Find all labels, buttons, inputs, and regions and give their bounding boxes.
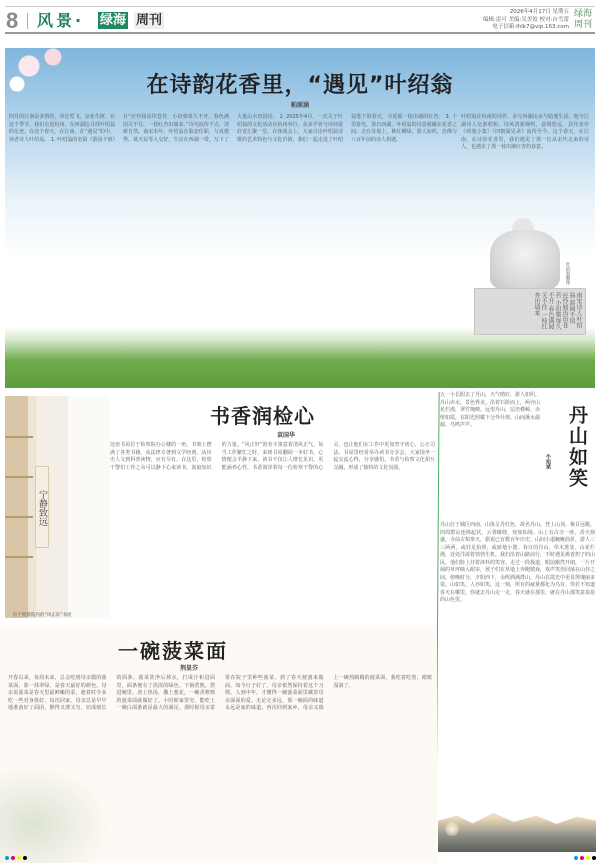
yellow-dot <box>586 856 590 860</box>
black-dot <box>592 856 596 860</box>
sun-glow <box>445 822 459 836</box>
statue-caption: 叶绍翁雕像 <box>565 262 570 285</box>
article-body: 四月的江南是多情的，草长莺飞，杂花生树。在这个季节，我们走进杭州，在西湖边寻找叶绍翁的足迹。在这个春天，在江南，在“遇见”的中，读者诗人叶绍翁。 1. 叶绍翁的名篇《游园不值》有“应怜屐齿印苍苔，小扣柴扉久不开。春色满园关不住，一枝红杏出墙来。”诗句流传千古，清新自然。南宋末年，叶绍翁在临安任职，与真德秀、葛天民等人交好，生活在西湖一带，写下了大量山水田园诗。 2. 2025年4月，一次关于叶绍翁的文化活动在杭州举行，众多学者与诗词爱好者汇聚一堂。在座谈会上，大家讨论叶绍翁诗歌的艺术特色与文化价值。我们一起走进了叶绍翁笔下的春天，寻觅那一枝出墙的红杏。 3. 十里春光，春日西湖，叶绍翁的诗意就藏在花香之间。走在苏堤上，桃红柳绿，游人如织，仿佛与八百年前的诗人相遇。 <box>9 114 457 143</box>
article-shuxiang <box>5 392 435 624</box>
cyan-dot <box>5 856 9 860</box>
cyan-dot <box>574 856 578 860</box>
article-body-intro: 五一小长假去了丹山，天气晴好，游人如织。丹山赤水，景色秀美。沿着石阶而上，两旁山花烂漫，翠竹掩映。远望丹山，层峦叠嶂，赤壁如霞，在阳光照耀下分外壮观。山间溪水潺潺，鸟鸣声声。 <box>440 392 541 428</box>
masthead-logo: 绿海周刊 <box>573 9 592 30</box>
article-body: 这座书屋位于检察院办公楼的一角，书架上摆满了各类书籍，从法律专著到文学经典，从历史人文到科普读物，应有尽有。在这里，检察干警们工作之余可以静下心来读书，汲取知识的力量。“风正轩”的名字寓意着清风正气。每当工作繁忙之时，来到书屋翻阅一本好书，心情便会平静下来。读书不仅让人增长见识，更能涵养心性。书香润泽着每一位检察干警的心灵，也让他们在工作中更加坚守初心，公正司法。书屋里经常举办读书分享会，大家围坐一起交流心得，分享感悟。书香与检察文化相互交融，形成了独特的文化氛围。 <box>110 442 435 471</box>
section-name: 风景· <box>37 11 85 30</box>
bookshelf <box>5 476 33 478</box>
article-danshan <box>440 390 595 862</box>
article-body: 开春以来，每周末来，总会吃到母亲做的菠菜面，那一抹翠绿，是春天最好的颜色。母亲说菠菜是春天里最鲜嫩的菜，趁着时令多吃一些对身体好。每次回家，母亲总是早早地准备好了面团，擀得又薄又匀，切成细长的面条。菠菜洗净后焯水，打成汁和进面里，面条便有了淡淡的绿色。下锅煮熟，捞进碗里，浇上热汤，撒上葱花，一碗香喷喷的菠菜面就做好了。小时候家里穷，能吃上一碗白面条就是最大的满足。那时候母亲常常在院子里种些菠菜，到了春天便割来做面。如今日子好了，母亲依然保持着这个习惯。人到中年，才懂得一碗菠菜面里藏着母亲深深的爱。无论走多远，那一碗面的味道永远是家的味道。再次回到家乡，母亲又端上一碗热腾腾的菠菜面，我吃着吃着，眼眶湿润了。 <box>8 675 432 711</box>
section-subtitle: 周刊 <box>136 13 163 28</box>
masthead-info <box>483 9 569 32</box>
article-title: 一碗菠菜面 <box>118 639 228 663</box>
article-author: 荆显芬 <box>180 665 199 672</box>
yellow-dot <box>17 856 21 860</box>
masthead-divider <box>27 13 28 29</box>
registration-marks-left <box>5 856 27 860</box>
article-author: 牛旭斌 <box>545 454 551 469</box>
calligraphy-scroll: 宁静致远 <box>35 466 49 548</box>
article-body: 丹山位于城区西南，山体呈丹红色，故名丹山。登上山顶，极目远眺，四周群山连绵起伏，云雾缭绕，宛如仙境。山上有古寺一座，香火鼎盛，寺前古柏参天，据说已有数百年历史。山间小道蜿蜒曲折，游人三三两两，或驻足拍照，或席地小憩。春日的丹山，草木葱茏，山花烂漫，处处洋溢着勃勃生机。我们沿着山路前行，不时遇见挑着担子的山民，他们脸上挂着淳朴的笑容。走过一段栈道，眼前豁然开朗，一片开阔的草坪映入眼帘，孩子们在草地上奔跑嬉戏，欢声笑语回荡在山谷之间。傍晚时分，夕阳西下，余晖洒满群山，丹山在霞光中更显得瑰丽多姿。山如笑，人亦如笑，这一刻，所有的疲惫都化为乌有。你若不知道春天在哪里，你就去丹山走一走，春天就在那里，就在丹山那笑意盈盈的山色里。 <box>440 522 596 603</box>
article-body-continued: 叶绍翁在杭州的诗作，多写西湖山水与隐逸生活。他与江湖诗人交游唱和，诗风清新婉约，意境悠远。其代表作《靖逸小集》《四朝闻见录》流传至今。这个春天，在江南，在诗韵花香里，我们遇见了那一位从宋代走来的诗人，也遇见了那一枝出墙红杏的春意。 <box>461 114 589 150</box>
article-ye-shaoweng <box>5 48 595 388</box>
bookshelf <box>5 556 33 558</box>
statue-photo <box>470 220 588 335</box>
photo-caption: 位于检察院内的“风正轩”书屋 <box>13 613 72 618</box>
bookshelf <box>5 516 33 518</box>
library-photo <box>5 396 110 618</box>
article-title: 书香润检心 <box>210 404 315 428</box>
registration-marks-right <box>574 856 596 860</box>
magenta-dot <box>11 856 15 860</box>
masthead <box>5 6 595 34</box>
article-bocaimian <box>0 625 437 863</box>
section-tag: 绿海 <box>100 13 127 28</box>
email-line: 电子信箱:lhlk7@vip.163.com <box>492 24 569 30</box>
page-number: 8 <box>6 8 19 33</box>
bookshelf <box>5 436 33 438</box>
statue-inscription: 南宋诗人叶绍翁 游园不值 应怜屐齿印苍苔 小扣柴扉久不开 春色满园关不住 一枝红杏出墙来 <box>474 288 586 335</box>
article-author: 袁国华 <box>277 432 296 439</box>
editors-line: 编辑:雷可 美编:吴美姣 校对:台雪蕾 <box>482 16 569 23</box>
article-title: 在诗韵花香里，“遇见”叶绍翁 <box>146 73 454 98</box>
black-dot <box>23 856 27 860</box>
date-line: 2026年4月17日 星期五 <box>509 9 569 15</box>
magenta-dot <box>580 856 584 860</box>
article-title: 丹山如笑 <box>566 405 588 489</box>
article-author: 帕原涵 <box>290 102 309 109</box>
statue-figure <box>490 230 560 290</box>
